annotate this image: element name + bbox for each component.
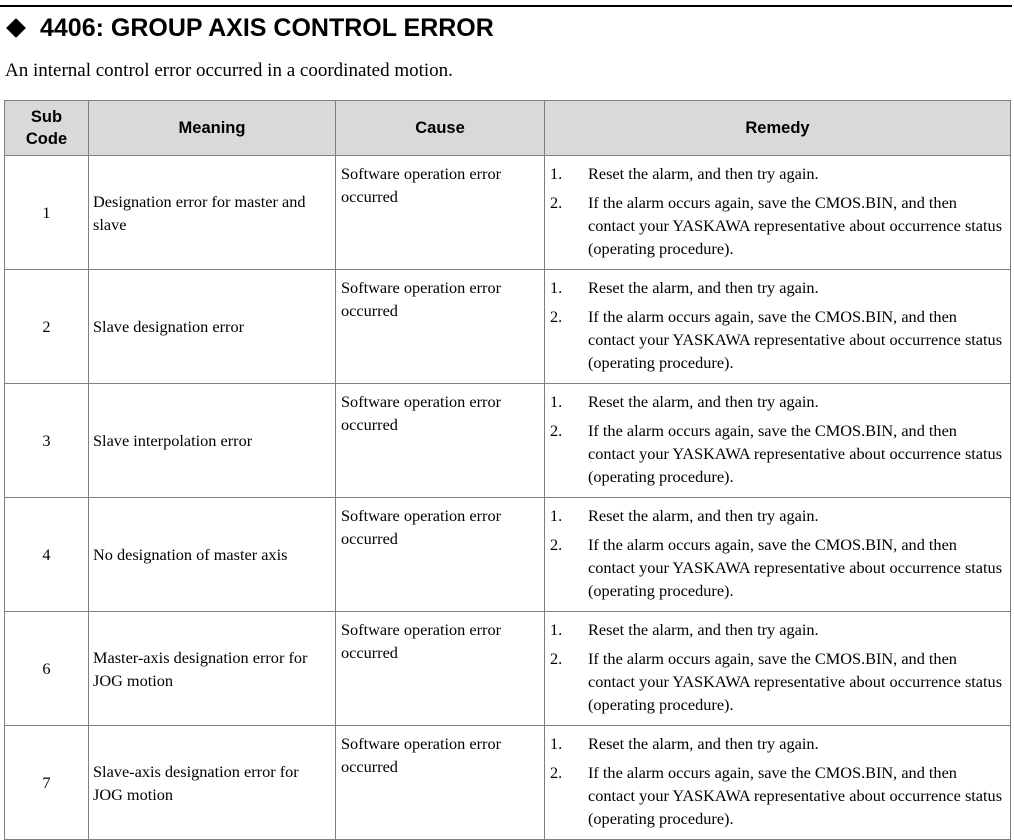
remedy-step	[550, 191, 1006, 260]
cause-cell: Software operation error occurred	[336, 270, 545, 384]
table-row	[5, 156, 1011, 270]
remedy-step	[550, 390, 1006, 413]
cause-cell: Software operation error occurred	[336, 384, 545, 498]
remedy-step	[550, 761, 1006, 830]
meaning-cell: Slave designation error	[89, 270, 336, 384]
remedy-cell	[545, 612, 1011, 726]
remedy-step-number: 1.	[550, 164, 563, 183]
sub-code-cell: 2	[5, 270, 89, 384]
remedy-step-text: If the alarm occurs again, save the CMOS.BIN, and then contact your YASKAWA representative about occurrence status (operating procedure).	[588, 193, 1003, 258]
table-row	[5, 270, 1011, 384]
remedy-step	[550, 162, 1006, 185]
remedy-step	[550, 305, 1006, 374]
diamond-bullet-icon	[6, 18, 26, 38]
meaning-cell: Slave-axis designation error for JOG motion	[89, 726, 336, 840]
top-rule	[0, 5, 1012, 7]
remedy-step-number: 1.	[550, 392, 563, 411]
table-header-row	[5, 101, 1011, 156]
error-description: An internal control error occurred in a coordinated motion.	[5, 60, 453, 81]
cause-cell: Software operation error occurred	[336, 726, 545, 840]
remedy-step-text: Reset the alarm, and then try again.	[588, 506, 819, 525]
error-table	[4, 100, 1011, 840]
remedy-cell	[545, 726, 1011, 840]
remedy-cell	[545, 498, 1011, 612]
remedy-step	[550, 618, 1006, 641]
remedy-step-number: 1.	[550, 620, 563, 639]
remedy-step-number: 2.	[550, 307, 563, 326]
meaning-cell: Master-axis designation error for JOG motion	[89, 612, 336, 726]
remedy-step-text: Reset the alarm, and then try again.	[588, 278, 819, 297]
table-row	[5, 498, 1011, 612]
remedy-step-text: If the alarm occurs again, save the CMOS.BIN, and then contact your YASKAWA representative about occurrence status (operating procedure).	[588, 535, 1003, 600]
heading-title: 4406: GROUP AXIS CONTROL ERROR	[40, 13, 494, 42]
header-meaning: Meaning	[89, 101, 336, 156]
sub-code-cell: 7	[5, 726, 89, 840]
remedy-cell	[545, 384, 1011, 498]
remedy-step-text: Reset the alarm, and then try again.	[588, 620, 819, 639]
meaning-cell: No designation of master axis	[89, 498, 336, 612]
sub-code-cell: 6	[5, 612, 89, 726]
header-sub-code: Sub Code	[5, 101, 89, 156]
header-remedy: Remedy	[545, 101, 1011, 156]
remedy-step-number: 1.	[550, 506, 563, 525]
remedy-step-number: 2.	[550, 763, 563, 782]
section-heading	[4, 13, 494, 43]
cause-cell: Software operation error occurred	[336, 156, 545, 270]
sub-code-cell: 1	[5, 156, 89, 270]
sub-code-cell: 3	[5, 384, 89, 498]
remedy-step-text: If the alarm occurs again, save the CMOS.BIN, and then contact your YASKAWA representative about occurrence status (operating procedure).	[588, 763, 1003, 828]
remedy-step-number: 2.	[550, 421, 563, 440]
remedy-step-number: 2.	[550, 193, 563, 212]
remedy-step-text: If the alarm occurs again, save the CMOS.BIN, and then contact your YASKAWA representative about occurrence status (operating procedure).	[588, 649, 1003, 714]
remedy-step-number: 1.	[550, 734, 563, 753]
remedy-cell	[545, 270, 1011, 384]
meaning-cell: Designation error for master and slave	[89, 156, 336, 270]
table-row	[5, 726, 1011, 840]
remedy-step-number: 2.	[550, 535, 563, 554]
remedy-step-number: 1.	[550, 278, 563, 297]
remedy-step	[550, 732, 1006, 755]
meaning-cell: Slave interpolation error	[89, 384, 336, 498]
remedy-step-text: Reset the alarm, and then try again.	[588, 734, 819, 753]
remedy-step-text: Reset the alarm, and then try again.	[588, 164, 819, 183]
sub-code-cell: 4	[5, 498, 89, 612]
cause-cell: Software operation error occurred	[336, 498, 545, 612]
table-row	[5, 384, 1011, 498]
remedy-step	[550, 533, 1006, 602]
remedy-step	[550, 419, 1006, 488]
cause-cell: Software operation error occurred	[336, 612, 545, 726]
remedy-step-text: Reset the alarm, and then try again.	[588, 392, 819, 411]
header-cause: Cause	[336, 101, 545, 156]
remedy-step	[550, 504, 1006, 527]
remedy-step-text: If the alarm occurs again, save the CMOS.BIN, and then contact your YASKAWA representative about occurrence status (operating procedure).	[588, 307, 1003, 372]
remedy-step	[550, 276, 1006, 299]
table-row	[5, 612, 1011, 726]
remedy-cell	[545, 156, 1011, 270]
remedy-step-number: 2.	[550, 649, 563, 668]
remedy-step-text: If the alarm occurs again, save the CMOS.BIN, and then contact your YASKAWA representative about occurrence status (operating procedure).	[588, 421, 1003, 486]
remedy-step	[550, 647, 1006, 716]
